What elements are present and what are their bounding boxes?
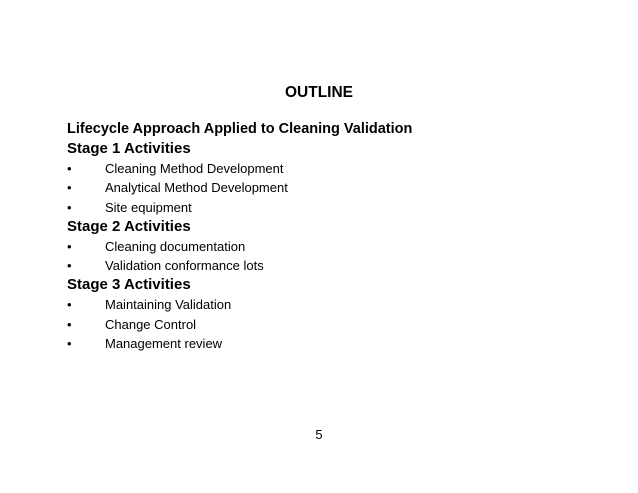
list-item: [67, 237, 412, 256]
list-item-text: Validation conformance lots: [105, 258, 264, 274]
stage-heading: Stage 1 Activities: [67, 140, 191, 157]
stage-heading: Stage 2 Activities: [67, 217, 191, 235]
list-item-text: Maintaining Validation: [105, 297, 232, 313]
list-item-text: Change Control: [105, 316, 197, 332]
list-item-text: Management review: [105, 336, 223, 352]
stage-heading: Stage 3 Activities: [67, 276, 191, 294]
bullet-icon: •: [67, 161, 72, 176]
list-item-text: Cleaning Method Development: [105, 161, 284, 176]
list-item: [67, 178, 412, 197]
list-item: [67, 315, 412, 334]
page-title: OUTLINE: [284, 84, 354, 101]
bullet-icon: •: [67, 336, 72, 352]
bullet-icon: •: [67, 238, 72, 254]
bullet-icon: •: [67, 199, 72, 215]
stage-section: [67, 139, 412, 217]
list-item: [67, 198, 412, 217]
bullet-icon: •: [67, 180, 72, 196]
bullet-icon: •: [67, 316, 72, 332]
outline-content: [67, 120, 412, 353]
stage-section: [67, 217, 412, 276]
list-item: [67, 334, 412, 353]
stage-section: [67, 275, 412, 353]
list-item: [67, 256, 412, 275]
list-item-text: Analytical Method Development: [105, 180, 288, 196]
list-item-text: Site equipment: [105, 199, 192, 215]
list-item: [67, 159, 412, 178]
main-heading: Lifecycle Approach Applied to Cleaning Validation: [67, 121, 413, 137]
list-item: [67, 295, 412, 314]
page-number: 5: [315, 427, 323, 442]
bullet-icon: •: [67, 297, 72, 313]
bullet-icon: •: [67, 258, 72, 274]
list-item-text: Cleaning documentation: [105, 238, 246, 254]
